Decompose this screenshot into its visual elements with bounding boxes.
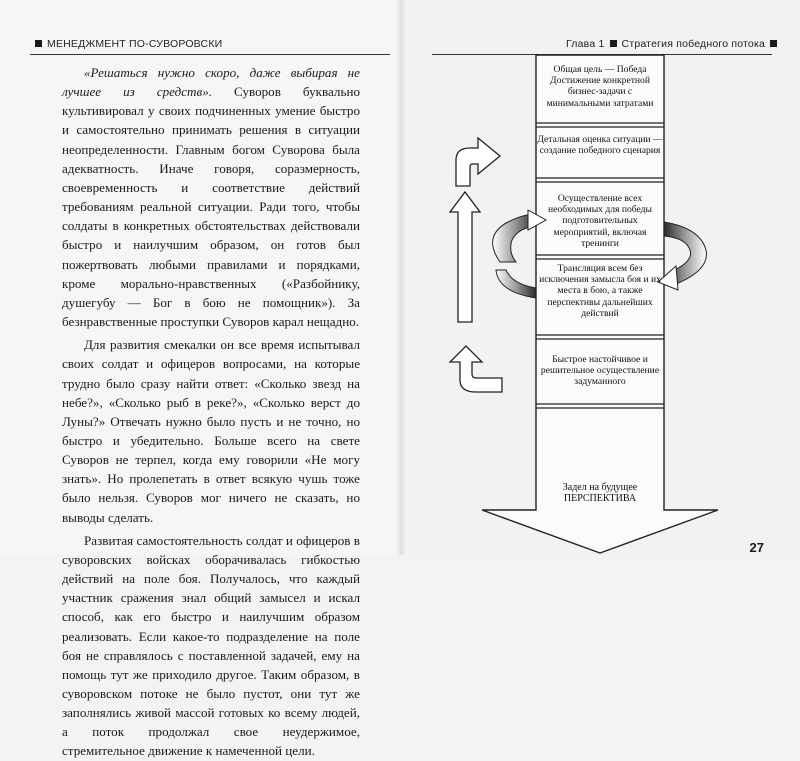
left-running-head [30, 38, 222, 50]
paragraph-2: Для развития смекалки он все время испытывал своих солдат и офицеров вопросами, на которые трудно было сразу найти ответ: «Сколько звезд на небе?», «Сколько рыб в реке?», «Сколько верст до Луны?» Отвечать нужно было пусть и не точно, но быстро и убедительно. Больше всего на свете Суворов не терпел, когда ему говорили «Не могу знать». Но пролепетать в ответ всякую чушь тоже было нельзя. Суворов мог ничего не сказать, но выводы сделать. [62, 337, 360, 525]
arrow-caption [536, 482, 664, 504]
chapter-title: Стратегия победного потока [621, 38, 766, 50]
page-number: 27 [749, 540, 764, 555]
arrow-caption-line-2: ПЕРСПЕКТИВА [563, 493, 637, 505]
stage-assessment: Детальная оценка ситуации — создание победного сценария [537, 134, 663, 157]
body-text [62, 63, 360, 761]
curved-arrow-icon [450, 346, 502, 392]
paragraph-3: Развитая самостоятельность солдат и офицеров в суворовских войсках оборачивалась гибкостью действий на поле боя. Получалось, что каждый участник сражения знал общий замысел и искал способ, как его быстро и наилучшим образом реализовать. Если какое-то подразделение на поле боя не справлялось с поставленной задачей, ему на помощь тут же приходило другое. Таким образом, в суворовском потоке не было пустот, они тут же заполнялись живой массой готовых ко всему людей, а поток продолжал свое неудержимое, стремительное движение к намеченной цели. [62, 532, 360, 759]
stage-communication: Трансляция всем без исключения замысла боя и их места в бою, а также перспективы дальнейших действий [539, 263, 661, 319]
stage-preparation: Осуществление всех необходимых для победы подготовительных мероприятий, включая тренинги [547, 193, 652, 249]
stage-execution: Быстрое настойчивое и решительное осуществление задуманного [540, 354, 660, 388]
strategy-flow-diagram [400, 0, 800, 555]
suvorov-quote: «Решаться нужно скоро, даже выбирая не лучшее из средств». [62, 65, 360, 100]
up-arrow-icon [450, 192, 480, 322]
book-title: МЕНЕДЖМЕНТ ПО-СУВОРОВСКИ [47, 38, 223, 50]
chapter-number: Глава 1 [566, 38, 605, 50]
left-header-rule [30, 54, 390, 55]
stage-goal: Общая цель — Победа Достижение конкретной бизнес-задачи с минимальными затратами [546, 64, 654, 109]
curved-arrow-icon [456, 138, 500, 186]
paragraph-1-text: Суворов буквально культивировал у своих подчиненных умение быстро и самостоятельно принимать решения в ситуации неопределенности. Главным богом Суворова была адекватность. Иначе говоря, соразмерность, своевременность и соответствие действий требованиям реальной ситуации. Ради того, чтобы солдаты в конкретных обстоятельствах действовали быстро и наилучшим образом, он готов был пожертвовать любыми правилами и порядками, кроме морально-нравственных («Разбойнику, душегубу — Бог в бою не помощник»). За безнравственные проступки Суворов карал нещадно. [62, 84, 360, 330]
arrow-caption-line-1: Задел на будущее [562, 482, 638, 493]
paragraph-1 [62, 63, 360, 331]
square-bullet-icon [35, 40, 42, 47]
